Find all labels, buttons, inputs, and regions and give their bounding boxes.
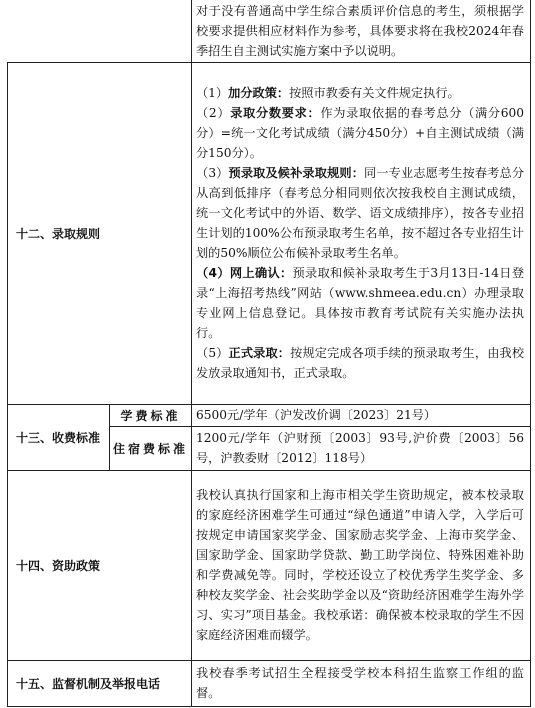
section-12-label: 十二、录取规则 bbox=[8, 62, 192, 404]
table-row bbox=[8, 62, 531, 404]
table-row bbox=[8, 0, 531, 62]
evaluation-note-cell bbox=[192, 0, 531, 62]
admission-document bbox=[7, 0, 530, 706]
tuition-label: 学费标准 bbox=[110, 404, 192, 426]
rule-item-online-confirm: （4）网上确认：预录取和候补录取考生于3月13日-14日登录“上海招考热线”网站（www.shmeea.edu.cn）办理录取专业网上信息登记。具体按市教育考试院有关实施办法执行。 bbox=[196, 266, 525, 340]
table-row bbox=[8, 470, 531, 660]
evaluation-note-text: 对于没有普通高中学生综合素质评价信息的考生，须根据学校要求提供相应材料作为参考，具体要求将在我校2024年春季招生自主测试实施方案中予以说明。 bbox=[196, 3, 524, 58]
section-15-label: 十五、监督机制及举报电话 bbox=[8, 660, 192, 706]
admission-rules-content bbox=[192, 62, 531, 404]
aid-policy-text: 我校认真执行国家和上海市相关学生资助规定，被本校录取的家庭经济困难学生可通过“绿色通道”申请入学，入学后可按规定申请国家奖学金、国家励志奖学金、上海市奖学金、国家助学金、国家助学贷款、勤工助学岗位、特殊困难补助和学费减免等。同时，学校还设立了校优秀学生奖学金、多种校友奖学金、社会奖助学金以及“资助经济困难学生海外学习、实习”项目基金。我校承诺：确保被本校录取的学生不因家庭经济困难而辍学。 bbox=[196, 488, 524, 642]
section-14-label: 十四、资助政策 bbox=[8, 470, 192, 660]
admission-rules-table bbox=[7, 0, 531, 707]
rule-item-formal-admission: （5）正式录取：按规定完成各项手续的预录取考生，由我校发放录取通知书，正式录取。 bbox=[196, 346, 525, 380]
empty-label-cell bbox=[8, 0, 192, 62]
rule-item-pre-admission: （3）预录取及候补录取规则：同一专业志愿考生按春考总分从高到低排序（春考总分相同则依次按我校自主测试成绩，统一文化考试中的外语、数学、语文成绩排序），按各专业招生计划的100%公布预录取考生名单，按不超过各专业招生计划的50%顺位公布候补录取考生名单。 bbox=[196, 166, 525, 260]
supervision-content bbox=[192, 660, 531, 706]
supervision-text: 我校春季考试招生全程接受学校本科招生监察工作组的监督。 bbox=[196, 666, 524, 700]
rule-item-bonus: （1）加分政策：按照市教委有关文件规定执行。 bbox=[196, 86, 460, 100]
section-13-label: 十三、收费标准 bbox=[8, 404, 110, 470]
aid-policy-content bbox=[192, 470, 531, 660]
table-row bbox=[8, 404, 531, 426]
housing-label: 住宿费标准 bbox=[110, 426, 192, 470]
housing-value: 1200元/学年（沪财预〔2003〕93号,沪价费〔2003〕56号，沪教委财〔2012〕118号） bbox=[192, 426, 531, 470]
table-row bbox=[8, 660, 531, 706]
rule-item-score: （2）录取分数要求：作为录取依据的春考总分（满分600分）=统一文化考试成绩（满分450分）+自主测试成绩（满分150分）。 bbox=[196, 106, 524, 160]
tuition-value: 6500元/学年（沪发改价调〔2023〕21号） bbox=[192, 404, 531, 426]
